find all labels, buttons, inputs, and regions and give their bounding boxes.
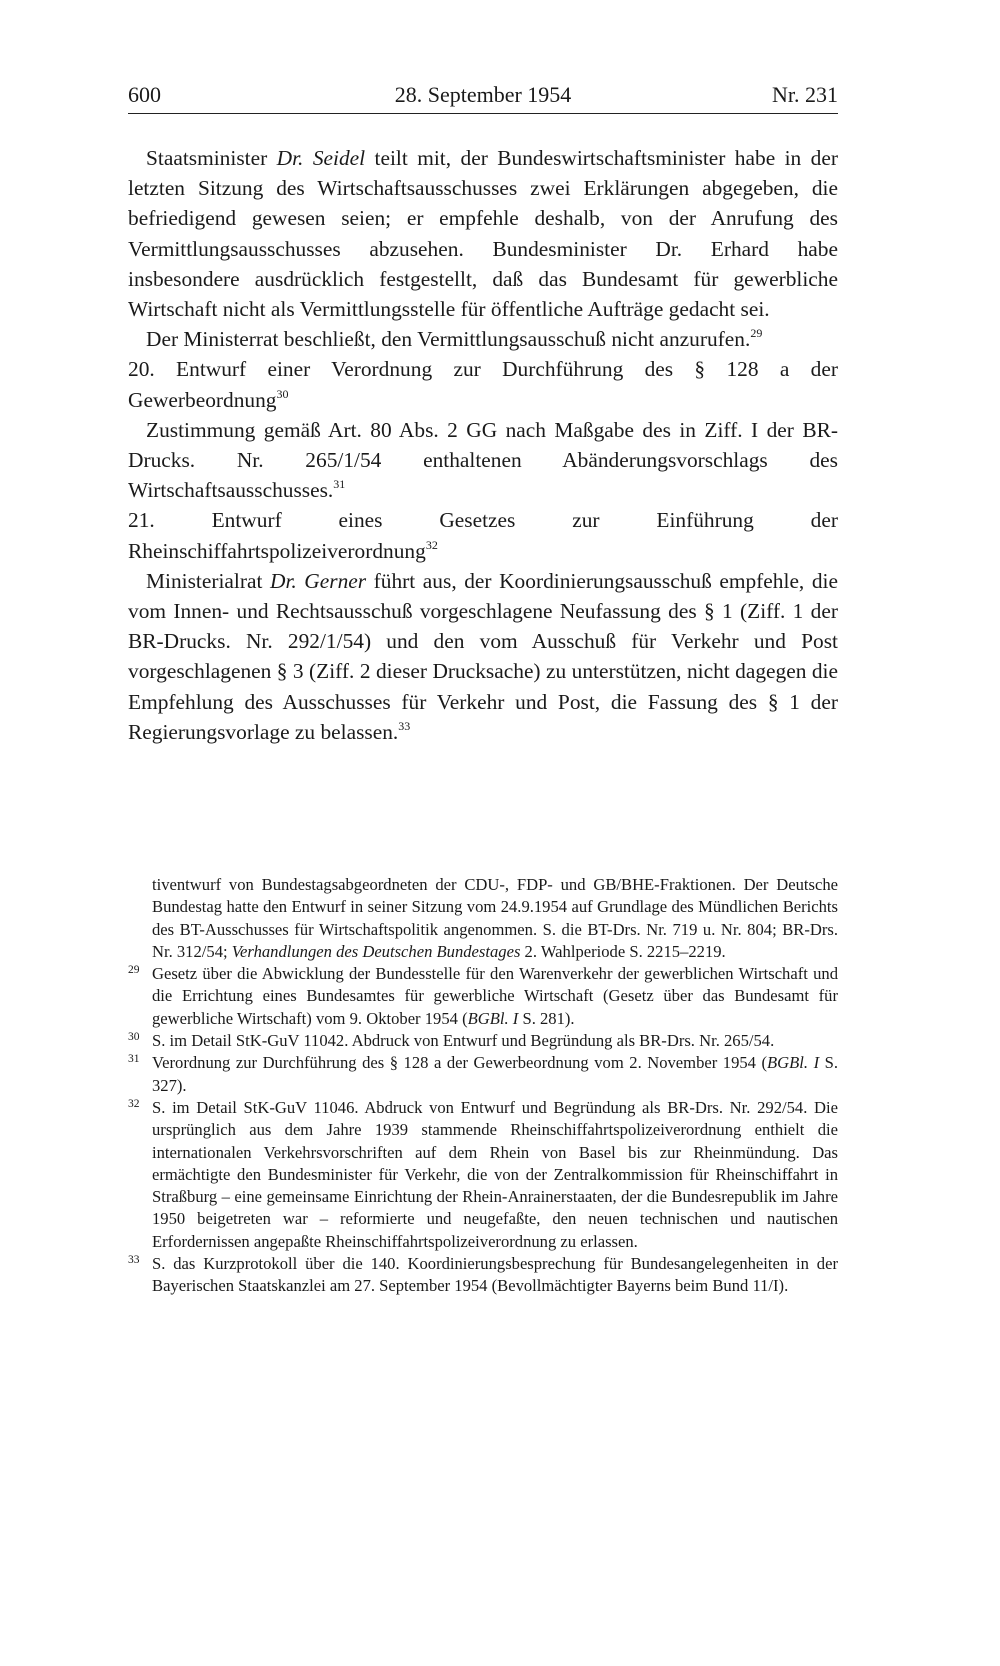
person-name: Dr. Seidel bbox=[276, 146, 366, 170]
footnote-ref[interactable]: 30 bbox=[276, 386, 289, 401]
footnote-ref[interactable]: 33 bbox=[398, 718, 411, 733]
footnote-ref[interactable]: 32 bbox=[425, 537, 438, 552]
agenda-item-20: 20. Entwurf einer Verordnung zur Durchführung des § 128 a der Gewerbeordnung$^{30}$ bbox=[128, 357, 838, 412]
footnote-ref[interactable]: 29 bbox=[750, 326, 763, 341]
footnote-ref[interactable]: 31 bbox=[333, 477, 346, 492]
running-header bbox=[128, 82, 838, 112]
footnote-30: 30 S. im Detail StK-GuV 11042. Abdruck von Entwurf und Begründung als BR-Drs. Nr. 265/54. bbox=[128, 1030, 838, 1052]
footnote-33: 33 S. das Kurzprotokoll über die 140. Koordinierungsbesprechung für Bundesangelegenheiten in der Bayerischen Staatskanzlei am 27. September 1954 (Bevollmächtigter Bayerns beim Bund 11/I). bbox=[128, 1253, 838, 1298]
page-number: 600 bbox=[128, 82, 161, 107]
footnote-32: 32 S. im Detail StK-GuV 11046. Abdruck von Entwurf und Begründung als BR-Drs. Nr. 292/54. Die ursprünglich aus dem Jahre 1939 stammende Rheinschiffahrtspolizeiverordnung enthielt die internationalen Verkehrsvorschriften auf dem Rhein von Basel bis zur Rheinmündung. Das ermächtigte den Bundesminister für Verkehr, die von der Zentralkommission für Rheinschiffahrt in Straßburg – eine gemeinsame Einrichtung der Rhein-Anrainerstaaten, der die Bundesrepublik im Jahre 1950 beigetreten war – reformierte und neugefaßte, den neuen technischen und nautischen Erfordernissen angepaßte Rheinschiffahrtspolizeiverordnung zu erlassen. bbox=[128, 1097, 838, 1253]
footnotes bbox=[128, 874, 838, 1298]
footnote-number: 32 bbox=[128, 1097, 140, 1110]
paragraph-seidel: Staatsminister Dr. Seidel teilt mit, der Bundeswirtschaftsminister habe in der letzten Sitzung des Wirtschaftsausschusses zwei Erklärungen abgegeben, die befriedigend gewesen seien; er empfehle deshalb, von der Anrufung des Vermittlungsausschusses abzusehen. Bundesminister Dr. Erhard habe insbesondere ausdrücklich festgestellt, daß das Bundesamt für gewerbliche Wirtschaft nicht als Vermittlungsstelle für öffentliche Aufträge gedacht sei. bbox=[128, 146, 838, 322]
footnote-continuation: tiventwurf von Bundestagsabgeordneten der CDU-, FDP- und GB/BHE-Fraktionen. Der Deutsche Bundestag hatte den Entwurf in seiner Sitzung vom 24.9.1954 auf Grundlage des Mündlichen Berichts des BT-Ausschusses für Wirtschaftspolitik angenommen. S. die BT-Drs. Nr. 719 u. Nr. 804; BR-Drs. Nr. 312/54; Verhandlungen des Deutschen Bundestages 2. Wahlperiode S. 2215–2219. bbox=[152, 875, 838, 961]
header-rule bbox=[128, 113, 838, 114]
paragraph-approval: Zustimmung gemäß Art. 80 Abs. 2 GG nach Maßgabe des in Ziff. I der BR-Drucks. Nr. 265/1/54 enthaltenen Abänderungsvorschlags des Wirtschaftsausschusses.$^{31}$ bbox=[128, 417, 838, 503]
footnote-number: 31 bbox=[128, 1053, 140, 1066]
person-name: Dr. Gerner bbox=[270, 568, 367, 593]
agenda-item-21: 21. Entwurf eines Gesetzes zur Einführung der Rheinschiffahrtspolizeiverordnung$^{32}$ bbox=[128, 508, 838, 563]
paragraph-gerner: Ministerialrat Dr. Gerner führt aus, der Koordinierungsausschuß empfehle, die vom Innen- und Rechtsausschuß vorgeschlagene Neufassung des § 1 (Ziff. 1 der BR-Drucks. Nr. 292/1/54) und den vom Ausschuß für Verkehr und Post vorgeschlagenen § 3 (Ziff. 2 dieser Drucksache) zu unterstützen, nicht dagegen die Empfehlung des Ausschusses für Verkehr und Post, die Fassung des § 1 der Regierungsvorlage zu belassen.$^{33}$ bbox=[128, 568, 838, 744]
footnote-31: 31 Verordnung zur Durchführung des § 128 a der Gewerbeordnung vom 2. November 1954 (BGBl. I S. 327). bbox=[128, 1052, 838, 1097]
footnote-number: 33 bbox=[128, 1254, 140, 1267]
footnote-number: 30 bbox=[128, 1031, 140, 1044]
footnote-number: 29 bbox=[128, 964, 140, 977]
footnote-29: 29 Gesetz über die Abwicklung der Bundesstelle für den Warenverkehr der gewerblichen Wirtschaft und die Errichtung eines Bundesamtes für gewerbliche Wirtschaft (Gesetz über das Bundesamt für gewerbliche Wirtschaft) vom 9. Oktober 1954 (BGBl. I S. 281). bbox=[128, 963, 838, 1030]
issue-number: Nr. 231 bbox=[772, 82, 838, 107]
paragraph-decision: Der Ministerrat beschließt, den Vermittlungsausschuß nicht anzurufen.$^{29}$ bbox=[146, 326, 763, 352]
main-text bbox=[128, 143, 838, 747]
header-date: 28. September 1954 bbox=[394, 82, 572, 107]
